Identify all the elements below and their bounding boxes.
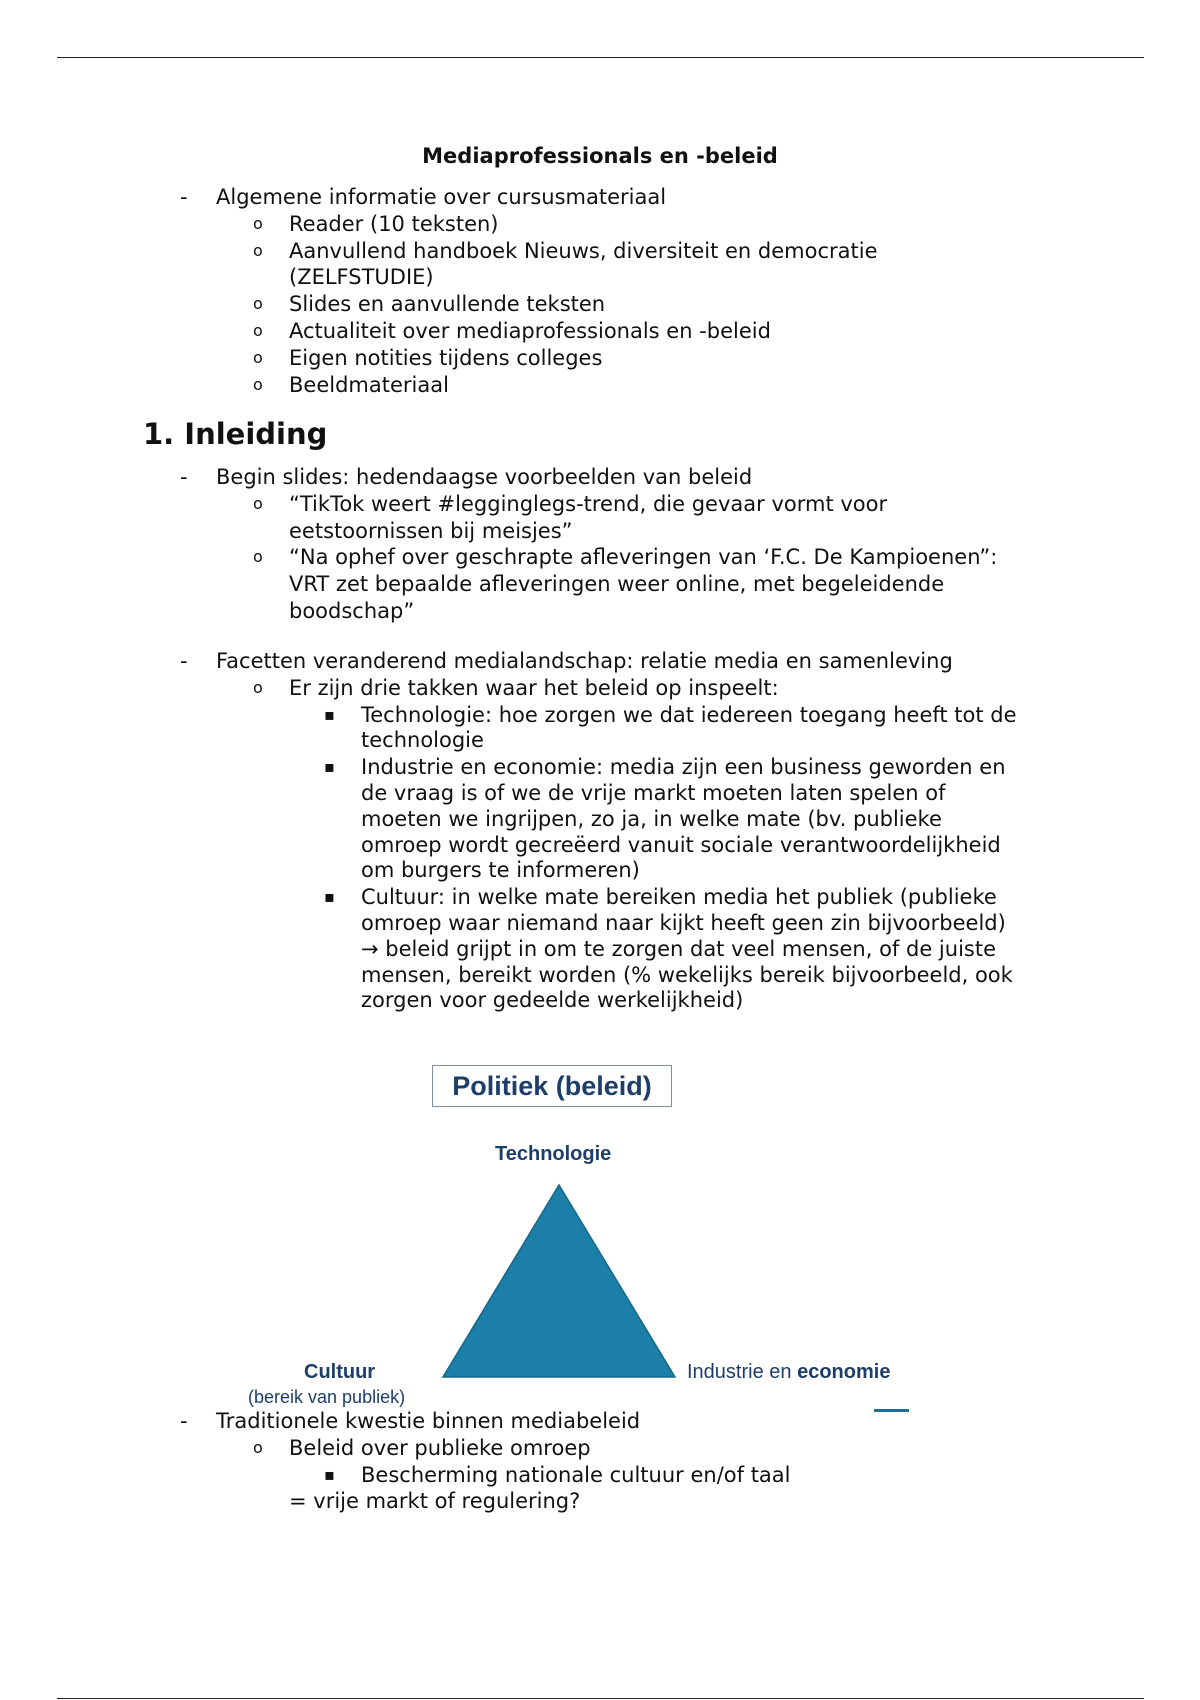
circle-marker: o [253, 1438, 263, 1457]
circle-marker: o [253, 294, 263, 313]
list-item: Slides en aanvullende teksten [289, 292, 606, 316]
dash-marker: - [180, 465, 188, 489]
list-item: Actualiteit over mediaprofessionals en -beleid [289, 319, 771, 343]
square-marker: ▪ [324, 887, 335, 906]
square-marker: ▪ [324, 1465, 335, 1484]
list-item-cont: (ZELFSTUDIE) [289, 265, 434, 289]
list-item: Aanvullend handboek Nieuws, diversiteit en democratie [289, 239, 878, 263]
branch-line: omroep wordt gecreëerd vanuit sociale verantwoordelijkheid [361, 833, 1001, 857]
square-marker: ▪ [324, 757, 335, 776]
diagram-label-left-sub: (bereik van publiek) [248, 1387, 406, 1407]
bullet-text: Begin slides: hedendaagse voorbeelden van beleid [216, 465, 753, 489]
intro-heading: Algemene informatie over cursusmateriaal [216, 185, 667, 209]
quote-line: VRT zet bepaalde afleveringen weer online, met begeleidende [289, 572, 945, 596]
branch-line: omroep waar niemand naar kijkt heeft geen zin bijvoorbeeld) [361, 911, 1006, 935]
sub-item: Er zijn drie takken waar het beleid op inspeelt: [289, 676, 779, 700]
circle-marker: o [253, 494, 263, 513]
diagram-label-right-a: Industrie en [687, 1361, 798, 1383]
branch-line: Bescherming nationale cultuur en/of taal [361, 1463, 791, 1487]
dash-marker: - [180, 185, 188, 209]
square-marker: ▪ [324, 705, 335, 724]
diagram-accent-dash [874, 1409, 909, 1412]
diagram-label-top: Technologie [495, 1143, 612, 1165]
list-item: Beeldmateriaal [289, 373, 449, 397]
branch-line: Technologie: hoe zorgen we dat iedereen toegang heeft tot de [361, 703, 1017, 727]
list-item: Reader (10 teksten) [289, 212, 499, 236]
quote-line: “Na ophef over geschrapte afleveringen van ‘F.C. De Kampioenen”: [289, 545, 998, 569]
branch-line: technologie [361, 728, 484, 752]
bullet-text: Traditionele kwestie binnen mediabeleid [216, 1409, 641, 1433]
bullet-text: Facetten veranderend medialandschap: relatie media en samenleving [216, 649, 953, 673]
branch-line: Industrie en economie: media zijn een business geworden en [361, 755, 1006, 779]
sub-item: Beleid over publieke omroep [289, 1436, 591, 1460]
list-item: Eigen notities tijdens colleges [289, 346, 603, 370]
circle-marker: o [253, 375, 263, 394]
circle-marker: o [253, 214, 263, 233]
document-title: Mediaprofessionals en -beleid [422, 144, 778, 168]
quote-line: eetstoornissen bij meisjes” [289, 519, 573, 543]
diagram-label-right-b: economie [797, 1361, 891, 1383]
policy-triangle [441, 1183, 677, 1379]
circle-marker: o [253, 678, 263, 697]
top-rule [57, 57, 1144, 58]
branch-line: → beleid grijpt in om te zorgen dat veel mensen, of de juiste [361, 937, 996, 961]
branch-line: moeten we ingrijpen, zo ja, in welke mate (bv. publieke [361, 807, 942, 831]
dash-marker: - [180, 1409, 188, 1433]
diagram-title: Politiek (beleid) [432, 1065, 672, 1107]
branch-line: Cultuur: in welke mate bereiken media het publiek (publieke [361, 885, 997, 909]
dash-marker: - [180, 649, 188, 673]
quote-line: “TikTok weert #legginglegs-trend, die gevaar vormt voor [289, 492, 888, 516]
branch-line: zorgen voor gedeelde werkelijkheid) [361, 988, 744, 1012]
bottom-rule [57, 1698, 1144, 1699]
section-heading: 1. Inleiding [143, 417, 328, 451]
circle-marker: o [253, 348, 263, 367]
circle-marker: o [253, 321, 263, 340]
branch-line: om burgers te informeren) [361, 858, 640, 882]
quote-line: boodschap” [289, 599, 415, 623]
circle-marker: o [253, 241, 263, 260]
circle-marker: o [253, 547, 263, 566]
note-line: = vrije markt of regulering? [289, 1489, 581, 1513]
branch-line: de vraag is of we de vrije markt moeten laten spelen of [361, 781, 946, 805]
diagram-label-right [687, 1361, 890, 1384]
branch-line: mensen, bereikt worden (% wekelijks bereik bijvoorbeeld, ook [361, 963, 1013, 987]
diagram-label-left: Cultuur [304, 1361, 376, 1383]
